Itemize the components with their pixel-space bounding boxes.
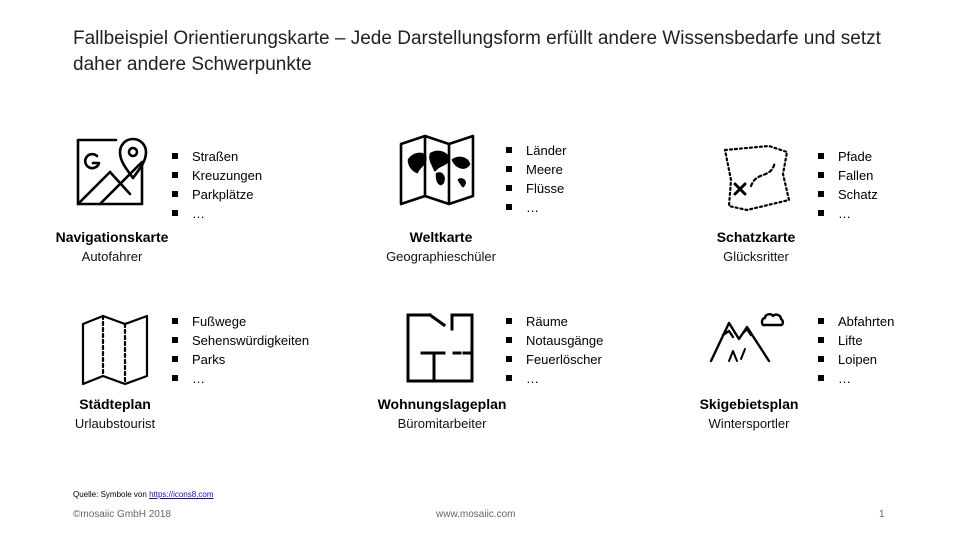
page-number: 1	[879, 509, 885, 520]
copyright: ©mosaiic GmbH 2018	[73, 509, 171, 520]
ski-resort-icon	[707, 305, 787, 385]
card-role-skigebietsplan: Wintersportler	[708, 416, 790, 431]
card-role-wohnungslageplan: Büromitarbeiter	[397, 416, 487, 431]
list-item: Abfahrten	[818, 312, 894, 331]
card-name-wohnungslageplan: Wohnungslageplan	[377, 396, 507, 412]
website: www.mosaiic.com	[436, 509, 516, 520]
list-item: Parks	[172, 350, 309, 369]
list-item: Kreuzungen	[172, 166, 262, 185]
list-item: Fallen	[818, 166, 878, 185]
card-role-navigationskarte: Autofahrer	[81, 249, 143, 264]
navigation-map-icon	[70, 132, 150, 212]
world-map-icon	[397, 130, 477, 210]
list-item: Loipen	[818, 350, 894, 369]
card-name-staedteplan: Städteplan	[79, 396, 151, 412]
list-item: Parkplätze	[172, 185, 262, 204]
source-link[interactable]: https://icons8.com	[149, 490, 214, 499]
list-item: Räume	[506, 312, 603, 331]
list-item: Notausgänge	[506, 331, 603, 350]
list-item: Sehenswürdigkeiten	[172, 331, 309, 350]
city-map-icon	[75, 310, 155, 390]
list-item: …	[506, 198, 566, 217]
weltkarte-items	[506, 141, 566, 217]
list-item: …	[818, 204, 878, 223]
list-item: …	[818, 369, 894, 388]
card-name-navigationskarte: Navigationskarte	[55, 229, 169, 245]
card-name-weltkarte: Weltkarte	[409, 229, 473, 245]
floor-plan-icon	[400, 307, 480, 387]
list-item: Meere	[506, 160, 566, 179]
card-role-staedteplan: Urlaubstourist	[74, 416, 156, 431]
list-item: Länder	[506, 141, 566, 160]
schatzkarte-items	[818, 147, 878, 223]
card-role-schatzkarte: Glücksritter	[723, 249, 789, 264]
list-item: Flüsse	[506, 179, 566, 198]
staedteplan-items	[172, 312, 309, 388]
list-item: Lifte	[818, 331, 894, 350]
list-item: Fußwege	[172, 312, 309, 331]
skigebietsplan-items	[818, 312, 894, 388]
navigationskarte-items	[172, 147, 262, 223]
card-role-weltkarte: Geographieschüler	[386, 249, 496, 264]
wohnungslageplan-items	[506, 312, 603, 388]
card-name-skigebietsplan: Skigebietsplan	[699, 396, 799, 412]
list-item: Straßen	[172, 147, 262, 166]
card-name-schatzkarte: Schatzkarte	[716, 229, 796, 245]
list-item: Schatz	[818, 185, 878, 204]
source-note	[73, 490, 214, 499]
list-item: …	[172, 369, 309, 388]
list-item: Feuerlöscher	[506, 350, 603, 369]
list-item: Pfade	[818, 147, 878, 166]
slide-title: Fallbeispiel Orientierungskarte – Jede Darstellungsform erfüllt andere Wissensbedarfe und setzt daher andere Schwerpunkte	[73, 28, 881, 75]
source-label: Quelle: Symbole von	[73, 490, 147, 499]
list-item: …	[506, 369, 603, 388]
list-item: …	[172, 204, 262, 223]
treasure-map-icon	[717, 140, 797, 220]
